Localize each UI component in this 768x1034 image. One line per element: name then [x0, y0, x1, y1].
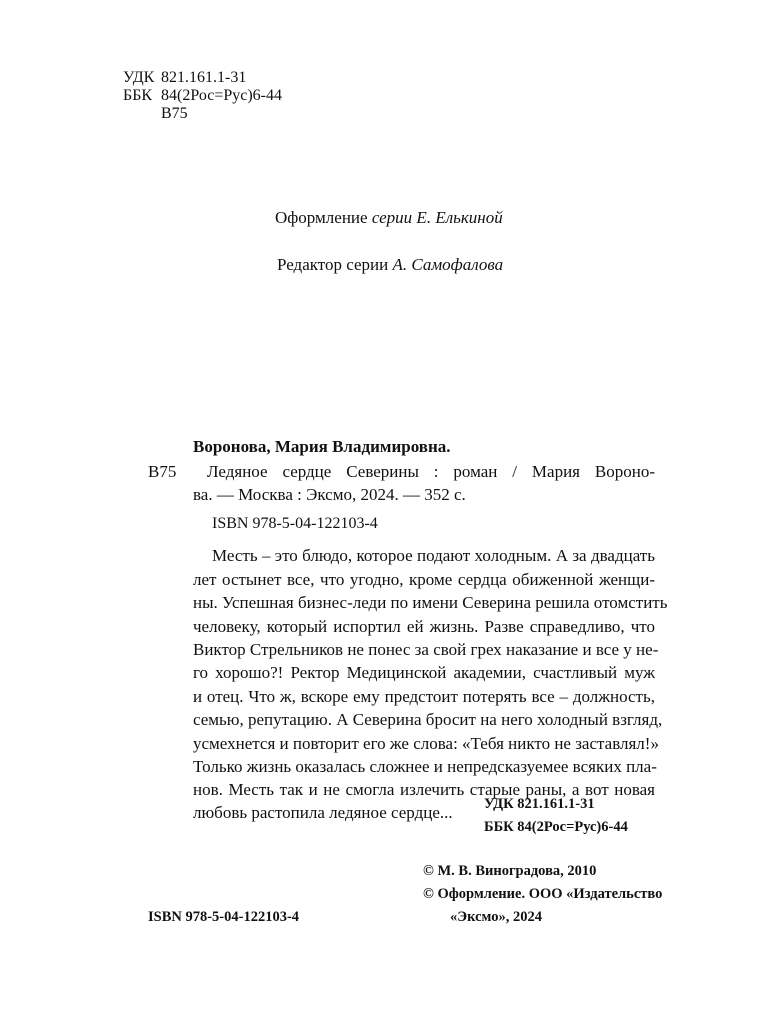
editor-prefix: Редактор серии — [277, 255, 389, 274]
annotation-line: и отец. Что ж, вскоре ему предстоит потерять все – должность, — [193, 687, 655, 706]
editor-credit — [277, 255, 503, 275]
annotation-line: ны. Успешная бизнес-леди по имени Северина решила отомстить — [193, 593, 668, 612]
author-heading: Воронова, Мария Владимировна. — [193, 437, 451, 456]
copyright-publisher: «Эксмо», 2024 — [450, 909, 542, 925]
annotation-line: любовь растопила ледяное сердце... — [193, 803, 453, 822]
annotation-line: нов. Месть так и не смогла излечить старые раны, а вот новая — [193, 780, 655, 799]
annotation-line: семью, репутацию. А Северина бросит на него холодный взгляд, — [193, 710, 663, 729]
annotation-line: Месть – это блюдо, которое подают холодным. А за двадцать — [212, 546, 655, 565]
record-line-2: ва. — Москва : Эксмо, 2024. — 352 с. — [193, 485, 466, 504]
copyright-design: © Оформление. ООО «Издательство — [423, 886, 663, 902]
udk-label: УДК — [123, 69, 155, 86]
annotation-line: Только жизнь оказалась сложнее и непредсказуемее всяких пла- — [193, 757, 657, 776]
annotation-line: лет остынет все, что угодно, кроме сердца обиженной женщи- — [193, 570, 655, 589]
udk-line — [123, 69, 246, 87]
footer-isbn: ISBN 978-5-04-122103-4 — [148, 909, 300, 925]
design-name: серии Е. Елькиной — [371, 208, 503, 227]
record-isbn: ISBN 978-5-04-122103-4 — [212, 515, 378, 532]
record-author-mark: В75 — [148, 462, 177, 481]
author-mark: В75 — [161, 105, 188, 122]
editor-name: А. Самофалова — [392, 255, 504, 274]
record-line-1: Ледяное сердце Северины : роман / Мария Вороно- — [207, 462, 655, 481]
design-prefix: Оформление — [275, 208, 368, 227]
annotation-line: усмехнется и повторит его же слова: «Тебя никто не заставлял!» — [193, 734, 659, 753]
footer-bbk: ББК 84(2Рос=Рус)6-44 — [484, 819, 628, 835]
udk-value: 821.161.1-31 — [161, 69, 247, 86]
footer-udk: УДК 821.161.1-31 — [484, 796, 595, 812]
bbk-line — [123, 87, 282, 105]
bbk-label: ББК — [123, 87, 153, 104]
annotation-line: го хорошо?! Ректор Медицинской академии, счастливый муж — [193, 663, 655, 682]
annotation-line: человеку, который испортил ей жизнь. Разве справедливо, что — [193, 617, 655, 636]
design-credit — [275, 208, 503, 228]
copyright-author: © М. В. Виноградова, 2010 — [423, 863, 597, 879]
bbk-value: 84(2Рос=Рус)6-44 — [161, 87, 283, 104]
annotation-line: Виктор Стрельников не понес за свой грех наказание и все у не- — [193, 640, 659, 659]
